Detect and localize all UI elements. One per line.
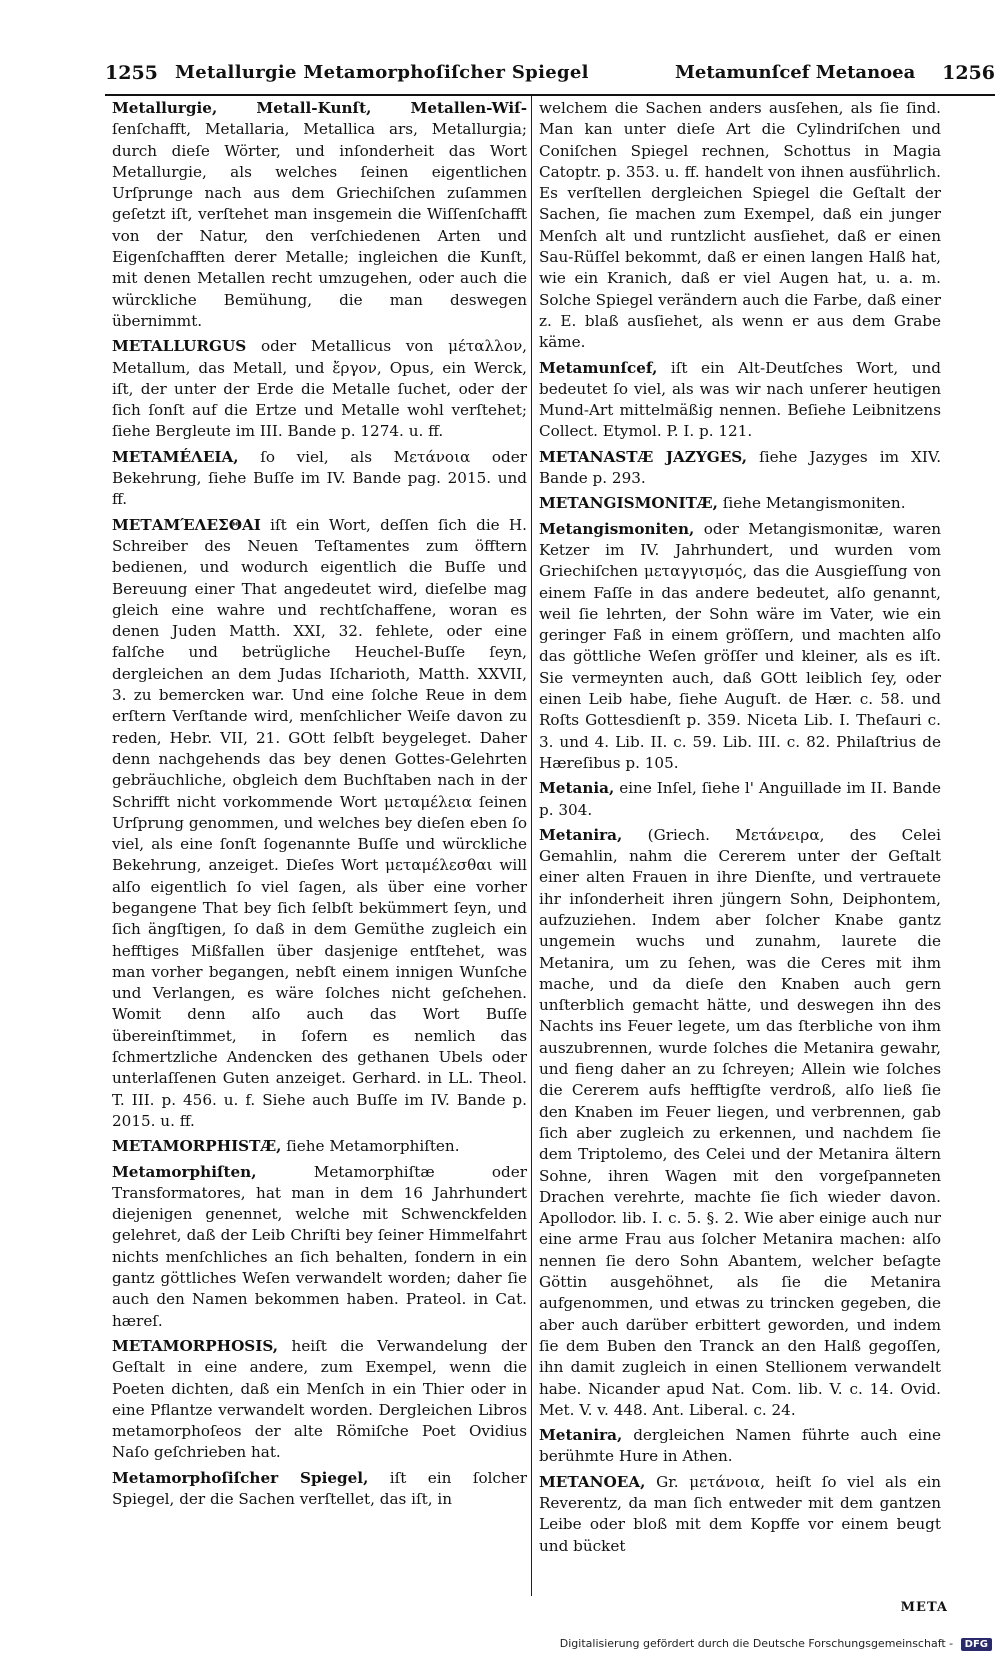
entry-headword: METAMÉΛEIA, (112, 447, 239, 466)
dictionary-entry (112, 98, 527, 332)
entry-text: iſt ein Alt-Deutſches Wort, und bedeutet ſo viel, als was wir nach unſerer heutigen Mund-Art mittelmäßig nennen. Beſiehe Leibnitzens Collect. Etymol. P. I. p. 121. (539, 358, 941, 441)
column-divider (531, 96, 532, 1596)
dictionary-entry (539, 519, 941, 775)
entry-headword: Metamunſcef, (539, 358, 658, 377)
entry-text: dergleichen Namen führte auch eine berühmte Hure in Athen. (539, 1426, 941, 1466)
entry-text: Gr. μετάνοια, heiſt ſo viel als ein Reverentz, da man ſich entweder mit dem gantzen Leibe oder bloß mit dem Kopffe vor einem beugt und bücket (539, 1472, 942, 1555)
entry-text: ſiehe Metangismoniten. (722, 494, 906, 513)
footer-text: Digitalisierung gefördert durch die Deutsche Forschungsgemeinschaft - (559, 1637, 954, 1650)
dfg-logo: DFG (961, 1638, 992, 1651)
page-number-left: 1255 (105, 62, 158, 84)
page-number-right: 1256 (942, 62, 995, 84)
left-column (112, 98, 527, 1514)
dictionary-entry (539, 447, 941, 490)
catchword: META (900, 1600, 948, 1615)
right-column (539, 98, 941, 1561)
dictionary-entry (112, 1162, 527, 1332)
entry-text: ſiehe Jazyges im XIV. Bande p. 293. (539, 447, 942, 488)
dictionary-entry (539, 1425, 941, 1468)
entry-text: iſt ein ſolcher Spiegel, der die Sachen verſtellet, das iſt, in (112, 1468, 527, 1508)
entry-headword: METANGISMONITÆ, (539, 494, 718, 513)
entry-headword: Metangismoniten, (539, 519, 695, 538)
entry-text: oder Metallicus von μέταλλον, Metallum, das Metall, und ἔργον, Opus, ein Werck, iſt, der unter der Erde die Metalle ſuchet, oder der ſich ſonſt auf die Ertze und Metalle wohl verſtehet; ſiehe Bergleute im III. Bande p. 1274. u. ff. (112, 337, 528, 441)
entry-text: ſo viel, als Μετάνοια oder Bekehrung, ſiehe Buſſe im IV. Bande pag. 2015. und ff. (112, 447, 528, 509)
entry-text: heiſt die Verwandelung der Geſtalt in eine andere, zum Exempel, wenn die Poeten dichten, daß ein Menſch in ein Thier oder in eine Pflantze verwandelt worden. Dergleichen Libros metamorphoſeos der alte Römiſche Poet Ovidius Naſo geſchrieben hat. (112, 1336, 527, 1462)
dictionary-entry (112, 1136, 527, 1157)
dictionary-entry (539, 825, 941, 1421)
entry-headword: ΜΕΤΑΜΈΛΕΣΘΑΙ (112, 515, 261, 534)
entry-text: ſiehe Metamorphiſten. (286, 1137, 460, 1156)
header-keywords-left: Metallurgie Metamorphoſiſcher Spiegel (175, 62, 589, 83)
dictionary-entry (112, 1468, 527, 1511)
entry-text: Metamorphiſtæ oder Transformatores, hat man in dem 16 Jahrhundert diejenigen genennet, welche mit Schwenckfelden gelehret, daß der Leib Chriſti bey ſeiner Himmelfahrt nichts menſchliches an ſich behalten, ſondern in ein gantz göttliches Weſen verwandelt worden; daher ſie auch den Namen bekommen haben. Prateol. in Cat. hæreſ. (112, 1162, 527, 1330)
entry-headword: Metanira, (539, 825, 623, 844)
dictionary-entry (539, 98, 941, 354)
dictionary-entry (539, 1472, 941, 1557)
entry-text: ſenſchafft, Metallaria, Metallica ars, Metallurgia; durch dieſe Wörter, und inſonderheit das Wort Metallurgie, als welches ſeinen eigentlichen Urſprunge nach aus dem Griechiſchen zuſammen geſetzt iſt, verſtehet man insgemein die Wiſſenſchafft von der Natur, den verſchiedenen Arten und Eigenſchafften derer Metalle; ingleichen die Kunſt, mit denen Metallen recht umzugehen, oder auch die würckliche Bemühung, die man deswegen übernimmt. (112, 120, 527, 330)
entry-headword: Metallurgie, Metall-Kunſt, Metallen-Wiſ- (112, 99, 527, 117)
dictionary-entry (112, 1336, 527, 1464)
entry-text: oder Metangismonitæ, waren Ketzer im IV. Jahrhundert, und wurden vom Griechiſchen μεταγγισμός, das die Ausgieſſung von einem Faſſe in das andere bedeutet, alſo genannt, weil ſie lehrten, der Sohn wäre im Vater, wie ein geringer Faß in einem gröſſern, und machten alſo das göttliche Weſen gröſſer und kleiner, als es iſt. Sie vermeynten auch, daß GOtt leiblich ſey, oder einen Leib habe, ſiehe Auguſt. de Hær. c. 58. und Roſts Gottesdienſt p. 359. Niceta Lib. I. Theſauri c. 3. und 4. Lib. II. c. 59. Lib. III. c. 82. Philaſtrius de Hæreſibus p. 105. (539, 519, 941, 772)
entry-headword: Metania, (539, 779, 615, 798)
running-header (105, 60, 995, 96)
dictionary-entry (112, 336, 527, 442)
dictionary-entry (539, 358, 941, 443)
entry-headword: Metamorphoſiſcher Spiegel, (112, 1468, 369, 1487)
entry-headword: METAMORPHOSIS, (112, 1336, 279, 1355)
dictionary-entry (112, 515, 527, 1133)
entry-text: (Griech. Μετάνειρα, des Celei Gemahlin, nahm die Cererem unter der Geſtalt einer alten Frauen in ihre Dienſte, und vertrauete ihr inſonderheit ihren jüngern Sohn, Deiphontem, aufzuziehen. Indem aber ſolcher Knabe gantz ungemein wuchs und zunahm, laurete die Metanira, um zu ſehen, was die Ceres mit ihm mache, und da dieſe den Knaben auch gern unſterblich gemacht hätte, und deswegen ihn des Nachts ins Feuer legete, um das ſterbliche von ihm auszubrennen, wurde ſolches die Metanira gewahr, und fieng daher an zu ſchreyen; Allein wie ſolches die Cererem aufs hefftigſte verdroß, alſo ließ ſie den Knaben im Feuer liegen, und verbrennen, gab ſich aber zugleich zu erkennen, und nachdem ſie dem Triptolemo, des Celei und der Metanira ältern Sohne, ihren Wagen mit den vorgeſpanneten Drachen verehrte, machte ſie ſich wieder davon. Apollodor. lib. I. c. 5. §. 2. Wie aber einige auch nur eine arme Frau aus ſolcher Metanira machen: alſo nennen ſie dero Sohn Abantem, welcher beſagte Göttin ausgehöhnet, als ſie die Metanira aufgenommen, und etwas zu trincken gegeben, die aber auch darüber erbittert geworden, und indem ſie dem Buben den Tranck an den Halß gegoſſen, ihn damit zugleich in einen Stellionem verwandelt habe. Nicander apud Nat. Com. lib. V. c. 14. Ovid. Met. V. v. 448. Ant. Liberal. c. 24. (539, 825, 941, 1419)
entry-text: welchem die Sachen anders ausſehen, als ſie ſind. Man kan unter dieſe Art die Cylindriſchen und Coniſchen Spiegel rechnen, Schottus in Magia Catoptr. p. 353. u. ff. handelt von ihnen ausführlich. Es verſtellen dergleichen Spiegel die Geſtalt der Sachen, ſie machen zum Exempel, daß ein junger Menſch alt und runtzlicht ausſiehet, daß er einen Sau-Rüſſel bekommt, daß er einen langen Halß hat, wie ein Kranich, daß er viel Augen hat, u. a. m. Solche Spiegel verändern auch die Farbe, daß einer z. E. blaß ausſiehet, als wenn er aus dem Grabe käme. (539, 99, 941, 352)
entry-headword: METAMORPHISTÆ, (112, 1137, 282, 1156)
digitization-footer (560, 1637, 992, 1651)
header-keywords-right: Metamunſcef Metanoea (675, 62, 916, 83)
dictionary-entry (112, 447, 527, 511)
dictionary-entry (539, 778, 941, 821)
entry-headword: Metamorphiſten, (112, 1162, 257, 1181)
entry-headword: METANASTÆ JAZYGES, (539, 447, 747, 466)
entry-headword: METALLURGUS (112, 337, 247, 356)
entry-headword: METANOEA, (539, 1472, 646, 1491)
dictionary-entry (539, 493, 941, 514)
entry-headword: Metanira, (539, 1426, 623, 1445)
entry-text: eine Inſel, ſiehe l' Anguillade im II. Bande p. 304. (539, 779, 941, 819)
entry-text: iſt ein Wort, deſſen ſich die H. Schreiber des Neuen Teſtamentes zum öfftern bedienen, und wodurch eigentlich die Buſſe und Bereuung einer That angedeutet wird, dieſelbe mag gleich eine wahre und rechtſchaffene, woran es denen Juden Matth. XXI, 32. fehlete, oder eine falſche und betrügliche Heuchel-Buſſe ſeyn, dergleichen an dem Judas Iſcharioth, Matth. XXVII, 3. zu bemercken war. Und eine ſolche Reue in dem erſtern Verſtande wird, menſchlicher Weiſe davon zu reden, Hebr. VII, 21. GOtt ſelbſt beygeleget. Daher denn nachgehends das bey denen Gottes-Gelehrten gebräuchliche, obgleich dem Buchſtaben nach in der Schrifft nicht vorkommende Wort μεταμέλεια ſeinen Urſprung genommen, und welches bey dieſen eben ſo viel, als eine ſonſt ſogenannte Buſſe und würckliche Bekehrung, anzeiget. Dieſes Wort μεταμέλεσθαι will alſo eigentlich ſo viel ſagen, als über eine vorher begangene That bey ſich ſelbſt bekümmert ſeyn, und ſich ängſtigen, ſo daß in dem Gemüthe zugleich ein hefftiges Mißfallen über dasjenige entſtehet, was man vorher begangen, nebſt einem innigen Wunſche und Verlangen, es wäre ſolches nicht geſchehen. Womit denn alſo auch das Wort Buſſe übereinſtimmet, in ſofern es nemlich das ſchmertzliche Andencken des gethanen Ubels oder unterlaſſenen Guten anzeiget. Gerhard. in LL. Theol. T. III. p. 456. u. f. Siehe auch Buſſe im IV. Bande p. 2015. u. ff. (112, 515, 527, 1130)
